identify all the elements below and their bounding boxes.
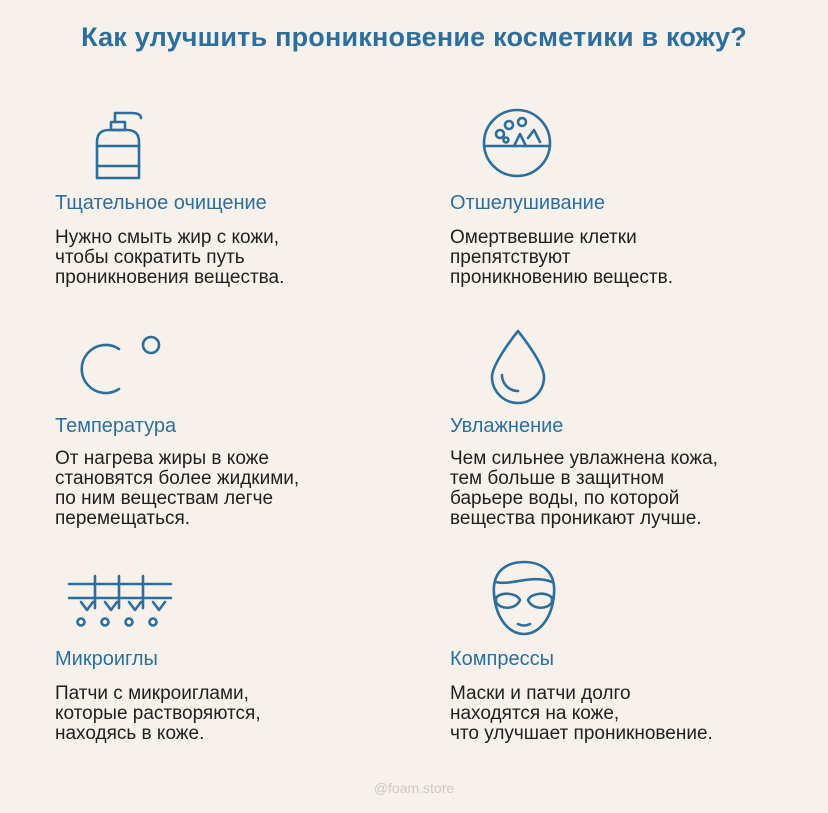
- pump-bottle-icon: [95, 108, 145, 180]
- celsius-icon: [73, 331, 163, 401]
- card-description: Чем сильнее увлажнена кожа, тем больше в защитном барьере воды, по которой вещества проникают лучше.: [450, 448, 718, 529]
- card-title: Увлажнение: [450, 415, 564, 437]
- card-title: Микроиглы: [55, 648, 158, 670]
- card-description: Маски и патчи долго находятся на коже, что улучшает проникновение.: [450, 683, 713, 744]
- page-title: Как улучшить проникновение косметики в кожу?: [81, 22, 747, 52]
- microneedles-icon: [67, 574, 177, 634]
- card-cleansing: [55, 100, 415, 300]
- card-temperature: [55, 325, 415, 535]
- card-compresses: [450, 560, 810, 760]
- card-title: Тщательное очищение: [55, 192, 267, 214]
- card-hydration: [450, 325, 810, 535]
- card-exfoliation: [450, 100, 810, 300]
- water-drop-icon: [488, 329, 548, 403]
- card-title: Температура: [55, 415, 177, 437]
- card-description: Нужно смыть жир с кожи, чтобы сократить путь проникновения вещества.: [55, 227, 285, 288]
- card-title: Компрессы: [450, 648, 554, 670]
- card-microneedles: [55, 560, 415, 760]
- card-description: От нагрева жиры в коже становятся более жидкими, по ним веществам легче перемещаться.: [55, 448, 300, 529]
- card-description: Омертвевшие клетки препятствуют проникновению веществ.: [450, 227, 673, 288]
- exfoliation-icon: [482, 108, 552, 178]
- eye-patches-face-icon: [488, 560, 560, 636]
- card-description: Патчи с микроиглами, которые растворяются, находясь в коже.: [55, 683, 261, 744]
- card-title: Отшелушивание: [450, 192, 605, 214]
- watermark: @foam.store: [373, 780, 455, 796]
